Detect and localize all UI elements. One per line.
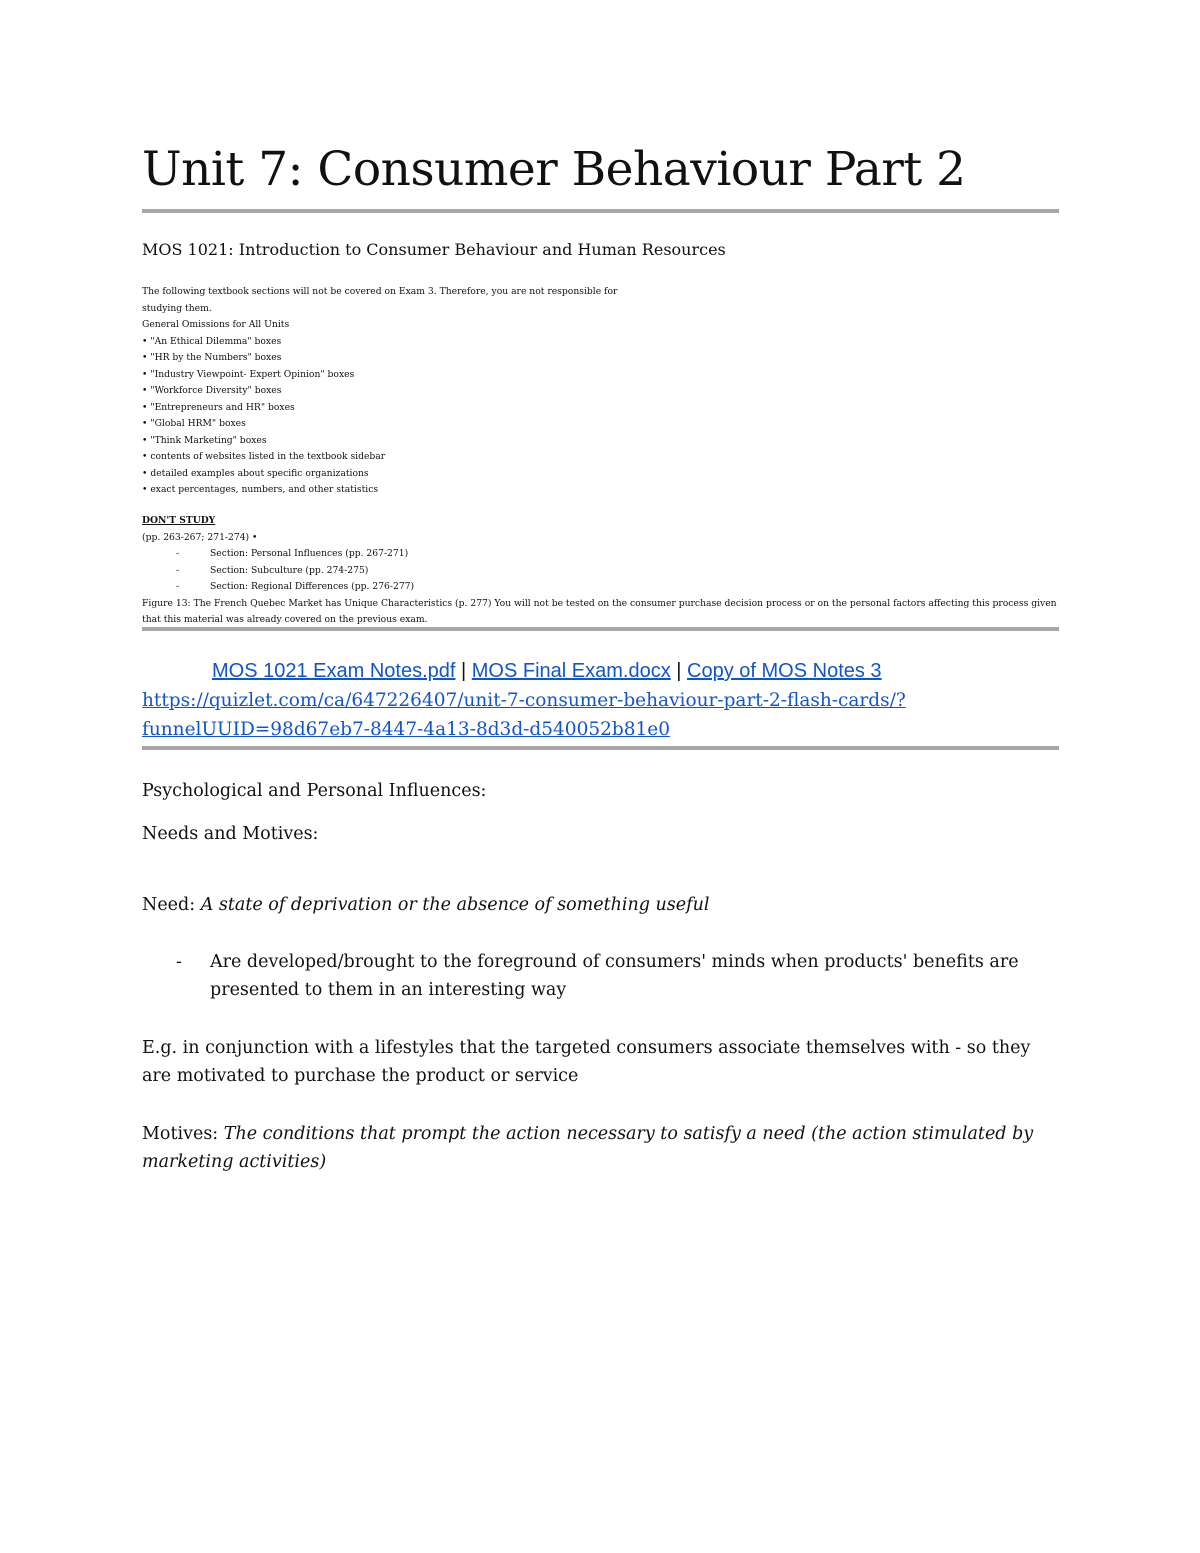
omissions-block <box>142 284 662 499</box>
dont-study-section: - Section: Regional Differences (pp. 276-277) <box>176 581 415 592</box>
link-separator: | <box>455 660 472 682</box>
quizlet-link-line2[interactable]: funnelUUID=98d67eb7-8447-4a13-8d3d-d540052b81e0 <box>142 719 670 740</box>
omission-item: • detailed examples about specific organizations <box>142 467 369 479</box>
omission-item: • "An Ethical Dilemma" boxes <box>142 335 282 347</box>
links-block <box>142 656 1062 744</box>
omission-item: • "Workforce Diversity" boxes <box>142 385 282 396</box>
section-heading: Psychological and Personal Influences: <box>142 781 487 801</box>
omission-item: • "Think Marketing" boxes <box>142 434 267 446</box>
dont-study-section: - Section: Personal Influences (pp. 267-271) <box>176 548 409 559</box>
divider <box>142 209 1059 213</box>
divider <box>142 627 1059 631</box>
mos-notes-link[interactable]: Copy of MOS Notes 3 <box>687 660 882 682</box>
example-paragraph: E.g. in conjunction with a lifestyles that the targeted consumers associate themselves with - so they are motivated to purchase the product or service <box>142 1038 1031 1086</box>
dont-study-section: - Section: Subculture (pp. 274-275) <box>176 564 369 576</box>
page-title: Unit 7: Consumer Behaviour Part 2 <box>142 142 966 197</box>
dont-study-heading: DON'T STUDY <box>142 515 216 526</box>
bullet-item: - Are developed/brought to the foreground of consumers' minds when products' benefits are presented to them in an interesting way <box>176 952 1019 1000</box>
divider <box>142 746 1059 750</box>
dont-study-block <box>142 513 1062 629</box>
omission-item: • contents of websites listed in the textbook sidebar <box>142 451 386 462</box>
need-definition: Need: A state of deprivation or the absence of something useful <box>142 895 710 915</box>
motives-definition: Motives: The conditions that prompt the action necessary to satisfy a need (the action stimulated by marketing activities) <box>142 1124 1034 1172</box>
omission-item: • exact percentages, numbers, and other statistics <box>142 484 379 495</box>
quizlet-url <box>142 686 1062 744</box>
quizlet-link-line1[interactable]: https://quizlet.com/ca/647226407/unit-7-consumer-behaviour-part-2-flash-cards/? <box>142 690 906 711</box>
dont-study-pages: (pp. 263-267; 271-274) • <box>142 531 258 543</box>
course-subtitle: MOS 1021: Introduction to Consumer Behaviour and Human Resources <box>142 240 726 259</box>
exam-notes-pdf-link[interactable]: MOS 1021 Exam Notes.pdf <box>212 660 456 682</box>
omission-item: • "Entrepreneurs and HR" boxes <box>142 401 295 413</box>
final-exam-docx-link[interactable]: MOS Final Exam.docx <box>471 660 671 682</box>
omissions-intro-line: The following textbook sections will not be covered on Exam 3. Therefore, you are not responsible for <box>142 286 618 297</box>
file-links-row <box>142 656 1062 686</box>
section-subheading: Needs and Motives: <box>142 824 319 844</box>
omissions-intro-line: studying them. <box>142 302 212 314</box>
omission-item: • "HR by the Numbers" boxes <box>142 352 282 363</box>
omissions-heading: General Omissions for All Units <box>142 319 290 330</box>
figure-note: Figure 13: The French Quebec Market has Unique Characteristics (p. 277) You will not be tested on the consumer purchase decision process or on the personal factors affecting this process given that this material was already covered on the previous exam. <box>142 597 1057 625</box>
omission-item: • "Global HRM" boxes <box>142 418 246 429</box>
link-separator: | <box>670 660 688 682</box>
omission-item: • "Industry Viewpoint- Expert Opinion" boxes <box>142 368 355 380</box>
